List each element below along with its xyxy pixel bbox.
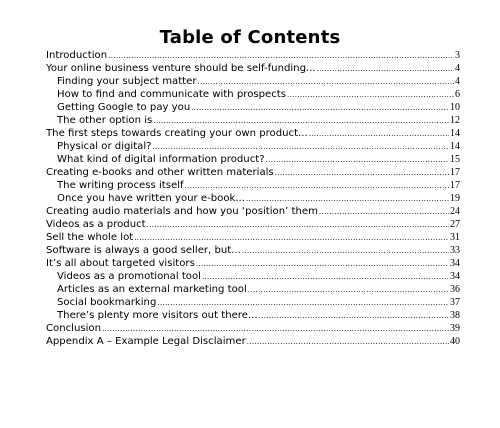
toc-entry[interactable] <box>46 218 460 231</box>
toc-entry-label: Introduction <box>46 50 108 61</box>
toc-page-number: 4 <box>455 76 460 87</box>
toc-entry[interactable] <box>46 49 460 62</box>
toc-page-number: 19 <box>450 193 460 204</box>
toc-entry-label: Creating e-books and other written materials <box>46 167 274 178</box>
toc-entry[interactable] <box>46 140 460 153</box>
toc-list <box>46 49 460 348</box>
toc-entry-label: Getting Google to pay you <box>57 102 191 113</box>
toc-entry[interactable] <box>46 244 460 257</box>
toc-dot-leader <box>259 310 449 323</box>
toc-entry-label: The first steps towards creating your own product... <box>46 128 308 139</box>
toc-entry[interactable] <box>46 166 460 179</box>
toc-entry[interactable] <box>46 101 460 114</box>
toc-entry-label: Once you have written your e-book... <box>57 193 245 204</box>
toc-entry-label: Conclusion <box>46 323 102 334</box>
toc-entry-label: Physical or digital? <box>57 141 152 152</box>
toc-page-number: 3 <box>455 50 460 61</box>
toc-page-number: 15 <box>450 154 460 165</box>
toc-entry-label: Appendix A – Example Legal Disclaimer <box>46 336 246 347</box>
toc-dot-leader <box>196 258 449 271</box>
page-title: Table of Contents <box>159 27 341 48</box>
toc-entry[interactable] <box>46 205 460 218</box>
toc-page-number: 34 <box>450 271 460 282</box>
toc-page-number: 37 <box>450 297 460 308</box>
toc-entry[interactable] <box>46 114 460 127</box>
toc-entry-label: What kind of digital information product? <box>57 154 265 165</box>
toc-dot-leader <box>191 102 449 115</box>
toc-page-number: 31 <box>450 232 460 243</box>
toc-page-number: 17 <box>450 180 460 191</box>
toc-page-number: 4 <box>455 63 460 74</box>
toc-dot-leader <box>147 219 449 232</box>
toc-entry[interactable] <box>46 270 460 283</box>
toc-entry-label: Your online business venture should be self-funding... <box>46 63 316 74</box>
toc-entry[interactable] <box>46 88 460 101</box>
toc-dot-leader <box>309 128 449 141</box>
toc-dot-leader <box>242 245 449 258</box>
toc-entry-label: Software is always a good seller, but... <box>46 245 241 256</box>
toc-dot-leader <box>317 63 454 76</box>
toc-dot-leader <box>275 167 449 180</box>
toc-entry-label: Social bookmarking <box>57 297 157 308</box>
toc-page-number: 40 <box>450 336 460 347</box>
toc-dot-leader <box>266 154 449 167</box>
toc-entry-label: Videos as a promotional tool <box>57 271 201 282</box>
toc-page-number: 17 <box>450 167 460 178</box>
toc-page-number: 24 <box>450 206 460 217</box>
toc-page-number: 38 <box>450 310 460 321</box>
toc-page-number: 14 <box>450 141 460 152</box>
toc-page-number: 6 <box>455 89 460 100</box>
toc-entry-label: Finding your subject matter <box>57 76 197 87</box>
toc-page-number: 10 <box>450 102 460 113</box>
toc-entry[interactable] <box>46 257 460 270</box>
toc-page-number: 33 <box>450 245 460 256</box>
toc-dot-leader <box>319 206 449 219</box>
toc-entry[interactable] <box>46 62 460 75</box>
toc-entry[interactable] <box>46 283 460 296</box>
toc-entry[interactable] <box>46 127 460 140</box>
toc-dot-leader <box>248 284 449 297</box>
toc-page-number: 39 <box>450 323 460 334</box>
toc-page-number: 36 <box>450 284 460 295</box>
toc-entry-label: The other option is <box>57 115 153 126</box>
toc-page-number: 12 <box>450 115 460 126</box>
toc-entry[interactable] <box>46 231 460 244</box>
toc-entry-label: Creating audio materials and how you ‘position’ them <box>46 206 318 217</box>
toc-page-number: 14 <box>450 128 460 139</box>
toc-dot-leader <box>247 336 449 349</box>
toc-entry[interactable] <box>46 75 460 88</box>
toc-entry-label: Sell the whole lot <box>46 232 134 243</box>
toc-entry[interactable] <box>46 296 460 309</box>
toc-entry-label: Videos as a product <box>46 219 146 230</box>
toc-page-number: 27 <box>450 219 460 230</box>
toc-page-number: 34 <box>450 258 460 269</box>
toc-entry[interactable] <box>46 153 460 166</box>
toc-entry[interactable] <box>46 309 460 322</box>
toc-entry-label: How to find and communicate with prospects <box>57 89 287 100</box>
toc-entry-label: There’s plenty more visitors out there... <box>57 310 258 321</box>
toc-entry[interactable] <box>46 335 460 348</box>
toc-dot-leader <box>287 89 454 102</box>
toc-entry-label: It’s all about targeted visitors <box>46 258 195 269</box>
toc-entry[interactable] <box>46 322 460 335</box>
toc-entry-label: Articles as an external marketing tool <box>57 284 247 295</box>
toc-entry[interactable] <box>46 179 460 192</box>
toc-entry-label: The writing process itself <box>57 180 184 191</box>
toc-entry[interactable] <box>46 192 460 205</box>
